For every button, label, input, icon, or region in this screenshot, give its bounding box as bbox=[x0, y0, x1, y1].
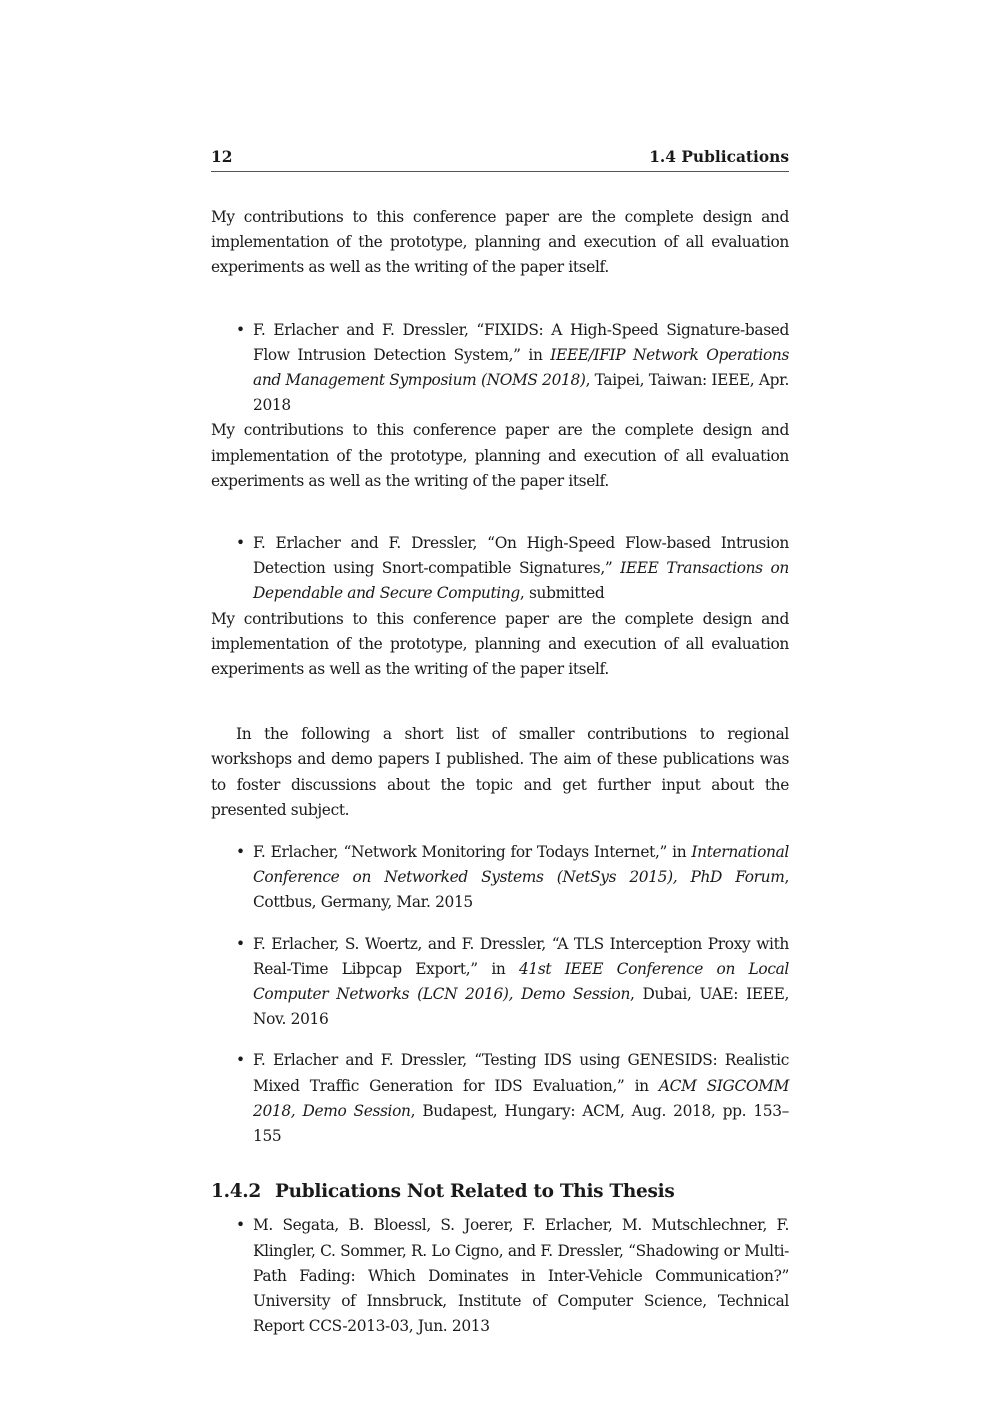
contribution-paragraph: My contributions to this conference paper are the complete design and implementation of the prototype, planning and execution of all evaluation experiments as well as the writing of the paper itself. bbox=[211, 421, 789, 490]
running-header bbox=[211, 146, 789, 172]
publication-item bbox=[211, 1048, 789, 1149]
section-number: 1.4.2 bbox=[211, 1181, 261, 1203]
section-heading bbox=[211, 1179, 789, 1205]
bullet: • bbox=[236, 1216, 245, 1235]
publication-authors-title: F. Erlacher and F. Dressler, “Testing IDS using GENESIDS: Realistic Mixed Traffic Generation for IDS Evaluation,” in bbox=[253, 1051, 789, 1095]
publication-details: , Cottbus, Germany, Mar. 2015 bbox=[253, 868, 789, 912]
publication-item bbox=[211, 1213, 789, 1339]
bullet: • bbox=[236, 534, 245, 553]
bullet: • bbox=[236, 934, 245, 953]
publication-item bbox=[211, 318, 789, 419]
publication-venue: ACM SIGCOMM 2018, Demo Session bbox=[253, 1076, 789, 1120]
publication-venue: International Conference on Networked Systems (NetSys 2015), PhD Forum bbox=[253, 843, 789, 887]
bullet: • bbox=[236, 320, 245, 339]
contribution-paragraph: My contributions to this conference paper are the complete design and implementation of the prototype, planning and execution of all evaluation experiments as well as the writing of the paper itself. bbox=[211, 609, 789, 679]
publication-details: , Dubai, UAE: IEEE, Nov. 2016 bbox=[253, 985, 789, 1029]
publication-item bbox=[211, 840, 789, 916]
main-publication-list bbox=[211, 318, 789, 419]
smaller-publication-list bbox=[211, 840, 789, 1149]
publication-authors-title: F. Erlacher and F. Dressler, “FIXIDS: A High-Speed Signature-based Flow Intrusion Detection System,” in bbox=[253, 320, 789, 364]
page bbox=[211, 146, 789, 1339]
running-section-title: 1.4 Publications bbox=[649, 148, 789, 166]
publication-text: M. Segata, B. Bloessl, S. Joerer, F. Erlacher, M. Mutschlechner, F. Klingler, C. Sommer, R. Lo Cigno, and F. Dressler, “Shadowing or Multi-Path Fading: Which Dominates in Inter-Vehicle Communication?” University of Innsbruck, Institute of Computer Science, Technical Report CCS-2013-03, Jun. 2013 bbox=[253, 1216, 789, 1336]
bullet: • bbox=[236, 1051, 245, 1070]
bullet: • bbox=[236, 843, 245, 862]
smaller-contributions-intro: In the following a short list of smaller contributions to regional workshops and demo papers I published. The aim of these publications was to foster discussions about the topic and get further input about the presented subject. bbox=[211, 725, 789, 819]
publication-venue: 41st IEEE Conference on Local Computer Networks (LCN 2016), Demo Session bbox=[253, 959, 789, 1004]
section-title: Publications Not Related to This Thesis bbox=[275, 1181, 675, 1203]
publication-details: , Budapest, Hungary: ACM, Aug. 2018, pp. 153–155 bbox=[253, 1101, 789, 1146]
publication-authors-title: F. Erlacher, “Network Monitoring for Todays Internet,” in bbox=[253, 843, 692, 862]
publication-details: , Taipei, Taiwan: IEEE, Apr. 2018 bbox=[253, 371, 789, 415]
page-number: 12 bbox=[211, 148, 233, 166]
unrelated-publication-list bbox=[211, 1213, 789, 1339]
publication-venue: IEEE/IFIP Network Operations and Management Symposium (NOMS 2018) bbox=[253, 345, 789, 390]
main-publication-list bbox=[211, 531, 789, 607]
publication-venue: IEEE Transactions on Dependable and Secure Computing bbox=[253, 559, 789, 603]
publication-item bbox=[211, 932, 789, 1033]
publication-authors-title: F. Erlacher and F. Dressler, “On High-Speed Flow-based Intrusion Detection using Snort-compatible Signatures,” bbox=[253, 534, 789, 578]
publication-authors-title: F. Erlacher, S. Woertz, and F. Dressler, “A TLS Interception Proxy with Real-Time Libpcap Export,” in bbox=[253, 934, 789, 978]
contribution-paragraph: My contributions to this conference paper are the complete design and implementation of the prototype, planning and execution of all evaluation experiments as well as the writing of the paper itself. bbox=[211, 208, 789, 277]
publication-details: , submitted bbox=[519, 584, 605, 603]
publication-item bbox=[211, 531, 789, 607]
